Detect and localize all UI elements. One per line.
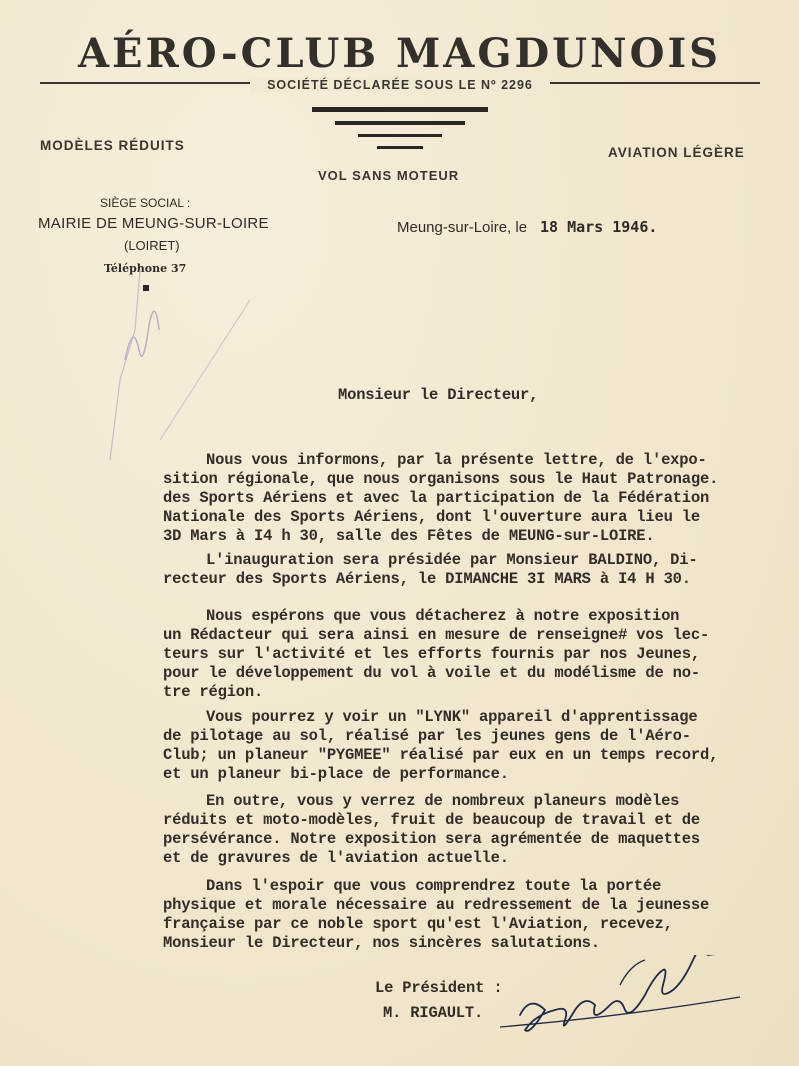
president-name: M. RIGAULT. bbox=[383, 1004, 484, 1022]
paragraph-1 bbox=[163, 451, 718, 546]
telephone: Téléphone 37 bbox=[104, 262, 187, 275]
dateline-place: Meung-sur-Loire, le bbox=[397, 219, 528, 236]
pencil-annotation bbox=[80, 230, 270, 470]
logo-bar-4 bbox=[377, 146, 423, 149]
paragraph-line: de pilotage au sol, réalisé par les jeunes gens de l'Aéro- bbox=[163, 727, 691, 745]
paragraph-line: un Rédacteur qui sera ainsi en mesure de renseigne# vos lec- bbox=[163, 626, 710, 644]
paragraph-line: recteur des Sports Aériens, le DIMANCHE 3I MARS à I4 H 30. bbox=[163, 570, 691, 588]
paragraph-3 bbox=[163, 607, 709, 702]
paragraph-line: teurs sur l'activité et les efforts fournis par nos Jeunes, bbox=[163, 645, 700, 663]
paragraph-line: 3D Mars à I4 h 30, salle des Fêtes de MEUNG-sur-LOIRE. bbox=[163, 527, 655, 545]
salutation: Monsieur le Directeur, bbox=[338, 386, 539, 404]
models-label: MODÈLES RÉDUITS bbox=[40, 138, 185, 153]
paragraph-2 bbox=[163, 551, 697, 589]
society-registration: SOCIÉTÉ DÉCLARÉE SOUS LE Nº 2296 bbox=[250, 78, 550, 92]
paragraph-line: Vous pourrez y voir un "LYNK" appareil d'apprentissage bbox=[206, 708, 698, 726]
paragraph-line: sition régionale, que nous organisons sous le Haut Patronage. bbox=[163, 470, 719, 488]
dateline-date: 18 Mars 1946. bbox=[540, 218, 658, 236]
paragraph-line: Club; un planeur "PYGMEE" réalisé par eux en un temps record, bbox=[163, 746, 719, 764]
paragraph-line: persévérance. Notre exposition sera agrémentée de maquettes bbox=[163, 830, 700, 848]
siege-region: (LOIRET) bbox=[124, 238, 180, 253]
logo-bar-3 bbox=[358, 134, 442, 137]
siege-label: SIÈGE SOCIAL : bbox=[100, 196, 191, 210]
siege-address: MAIRIE DE MEUNG-SUR-LOIRE bbox=[38, 215, 269, 232]
paragraph-line: En outre, vous y verrez de nombreux planeurs modèles bbox=[206, 792, 680, 810]
logo-bar-1 bbox=[312, 107, 488, 112]
paragraph-line: réduits et moto-modèles, fruit de beaucoup de travail et de bbox=[163, 811, 700, 829]
logo-bar-2 bbox=[335, 121, 465, 125]
president-title: Le Président : bbox=[375, 979, 503, 997]
paragraph-4 bbox=[163, 708, 718, 784]
paragraph-line: française par ce noble sport qu'est l'Aviation, recevez, bbox=[163, 915, 673, 933]
aviation-label: AVIATION LÉGÈRE bbox=[608, 145, 745, 160]
paragraph-line: physique et morale nécessaire au redressement de la jeunesse bbox=[163, 896, 710, 914]
paragraph-line: et un planeur bi-place de performance. bbox=[163, 765, 509, 783]
letterhead-title: AÉRO-CLUB MAGDUNOIS bbox=[77, 30, 722, 77]
glider-label: VOL SANS MOTEUR bbox=[318, 168, 460, 183]
paragraph-line: Nationale des Sports Aériens, dont l'ouverture aura lieu le bbox=[163, 508, 700, 526]
paragraph-line: Nous espérons que vous détacherez à notre exposition bbox=[206, 607, 680, 625]
paragraph-line: L'inauguration sera présidée par Monsieur BALDINO, Di- bbox=[206, 551, 698, 569]
paragraph-line: et de gravures de l'aviation actuelle. bbox=[163, 849, 509, 867]
paragraph-line: Nous vous informons, par la présente lettre, de l'expo- bbox=[206, 451, 707, 469]
paragraph-line: Dans l'espoir que vous comprendrez toute la portée bbox=[206, 877, 662, 895]
handwritten-signature bbox=[500, 955, 790, 1050]
paragraph-6 bbox=[163, 877, 709, 953]
paragraph-5 bbox=[163, 792, 700, 868]
paragraph-line: des Sports Aériens et avec la participation de la Fédération bbox=[163, 489, 710, 507]
paragraph-line: tre région. bbox=[163, 683, 264, 701]
paragraph-line: pour le développement du vol à voile et du modélisme de no- bbox=[163, 664, 700, 682]
paragraph-line: Monsieur le Directeur, nos sincères salutations. bbox=[163, 934, 600, 952]
